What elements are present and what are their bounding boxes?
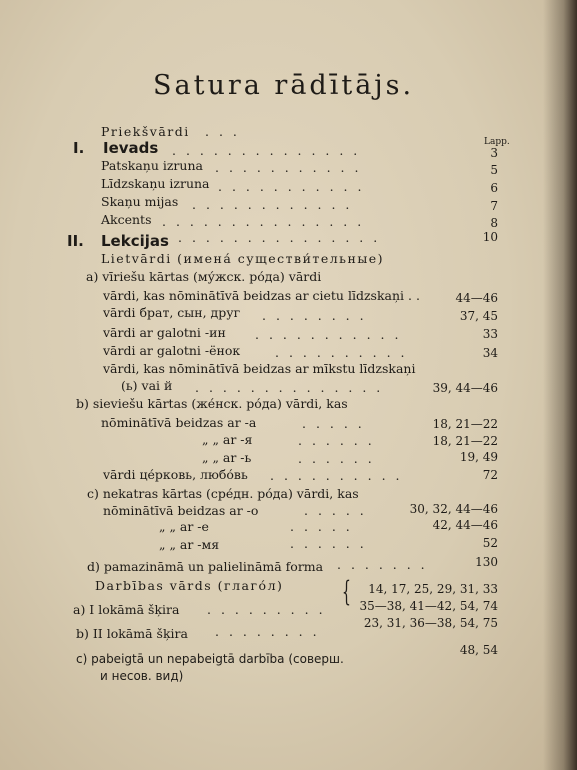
- toc-entry-text: Priekšvārdi: [101, 124, 190, 139]
- toc-entry-leader: . . . . . . . . . .: [275, 345, 408, 360]
- toc-entry-text: b) sieviešu kārtas (же́нск. ро́да) vārdi, kas: [76, 396, 348, 411]
- toc-entry-leader: . . . . . . . . . . . . . . .: [178, 230, 381, 245]
- toc-entry-text: vārdi ar galotni -ин: [103, 325, 226, 340]
- toc-entry-text: nōminātīvā beidzas ar -о: [103, 503, 259, 518]
- toc-entry-page: 33: [482, 327, 498, 341]
- toc-entry-leader: . . . . . .: [290, 536, 367, 551]
- toc-entry-leader: . . . . . . . .: [262, 308, 367, 323]
- toc-entry-text: vārdi, kas nōminātīvā beidzas ar cietu līdzskaņi . .: [103, 288, 420, 303]
- toc-entry-text: „ „ ar -ь: [202, 450, 252, 465]
- toc-entry-leader: . . . . . . . . . . .: [255, 327, 402, 342]
- toc-entry-page-continued: 35—38, 41—42, 54, 74: [359, 599, 498, 613]
- toc-entry-text: vārdi ar galotni -ёнок: [103, 343, 241, 358]
- toc-entry-text: Skaņu mijas: [101, 194, 179, 209]
- page-title: Satura rādītājs.: [153, 70, 415, 101]
- toc-entry-leader: . . . . . . . . .: [207, 602, 326, 617]
- toc-entry-leader: . . . . . . . . . . . . . .: [172, 143, 361, 158]
- toc-entry-page: 18, 21—22: [432, 434, 498, 448]
- toc-entry-leader: . . . . . . . . . . .: [215, 160, 362, 175]
- section-title: Ievads: [103, 139, 159, 157]
- toc-entry-page: 44—46: [455, 291, 498, 305]
- toc-entry-text: nōminātīvā beidzas ar -а: [101, 415, 257, 430]
- toc-entry-leader: . . .: [205, 124, 240, 139]
- toc-entry-text: b) II lokāmā šķira: [76, 626, 188, 641]
- toc-entry-leader: . . . . . .: [298, 433, 375, 448]
- toc-entry-leader: . . . . . . . . . . . .: [192, 197, 353, 212]
- toc-entry-page: 48, 54: [459, 643, 498, 657]
- toc-entry-text: c) pabeigtā un nepabeigtā darbība (соверш.: [76, 652, 344, 666]
- toc-entry-text: c) nekatras kārtas (сре́дн. ро́да) vārdi, kas: [87, 486, 359, 501]
- section-number: I.: [73, 139, 85, 157]
- toc-entry-page: 23, 31, 36—38, 54, 75: [363, 616, 498, 630]
- toc-entry-leader: . . . . . . .: [337, 557, 428, 572]
- curly-brace-icon: {: [342, 575, 351, 608]
- toc-entry-text: „ „ ar -мя: [159, 537, 220, 552]
- toc-entry-text: „ „ ar -е: [159, 519, 209, 534]
- section-number: II.: [67, 232, 84, 250]
- toc-entry-text: vārdi, kas nōminātīvā beidzas ar mīkstu līdzskaņi: [103, 361, 416, 376]
- toc-entry-page: 19, 49: [459, 450, 498, 464]
- toc-entry-page: 8: [490, 216, 498, 230]
- toc-entry-text: Patskaņu izruna: [101, 158, 203, 173]
- toc-entry-leader: . . . . .: [302, 416, 365, 431]
- toc-entry-leader: . . . . . . . . . . .: [218, 179, 365, 194]
- section-title: Lekcijas: [101, 232, 169, 250]
- toc-entry-text: Līdzskaņu izruna: [101, 176, 210, 191]
- toc-entry-text: (ь) vai й: [121, 378, 173, 393]
- toc-entry-text: a) vīriešu kārtas (му́жск. ро́да) vārdi: [86, 269, 322, 284]
- toc-entry-text: a) I lokāmā šķira: [73, 602, 180, 617]
- toc-entry-leader: . . . . . . . . . . . . . .: [195, 380, 384, 395]
- lapp-header: Lapp.: [484, 137, 510, 147]
- toc-entry-text: Akcents: [101, 212, 152, 227]
- toc-entry-text: „ „ ar -я: [202, 432, 253, 447]
- toc-entry-page: 42, 44—46: [432, 518, 498, 532]
- subsection-heading: Darbības vārds (глаго́л): [95, 578, 284, 593]
- toc-entry-page: 3: [490, 146, 498, 160]
- toc-entry-page: 18, 21—22: [432, 417, 498, 431]
- toc-entry-leader: . . . . . . . . . . . . . . .: [162, 214, 365, 229]
- toc-entry-leader: . . . . .: [290, 519, 353, 534]
- toc-entry-page: 34: [482, 346, 498, 360]
- toc-entry-leader: . . . . . . . . . .: [270, 468, 403, 483]
- toc-entry-text: и несов. вид): [100, 669, 184, 683]
- toc-entry-leader: . . . . . .: [298, 451, 375, 466]
- toc-entry-page: 37, 45: [459, 309, 498, 323]
- toc-entry-page: 5: [490, 163, 498, 177]
- toc-entry-page: 14, 17, 25, 29, 31, 33: [368, 582, 498, 596]
- subsection-heading: Lietvārdi (имена́ существи́тельные): [101, 251, 385, 266]
- toc-entry-text: vārdi це́рковь, любо́вь: [103, 467, 248, 482]
- toc-entry-text: d) pamazināmā un palielināmā forma: [87, 559, 324, 574]
- toc-entry-leader: . . . . .: [304, 503, 367, 518]
- toc-entry-page: 10: [482, 230, 498, 244]
- toc-entry-text: vārdi брат, сын, друг: [103, 305, 241, 320]
- toc-entry-page: 72: [482, 468, 498, 482]
- toc-entry-page: 6: [490, 181, 498, 195]
- toc-entry-page: 30, 32, 44—46: [409, 502, 498, 516]
- toc-entry-page: 130: [475, 555, 498, 569]
- toc-entry-page: 52: [482, 536, 498, 550]
- toc-entry-leader: . . . . . . . .: [215, 624, 320, 639]
- toc-entry-page: 7: [490, 199, 498, 213]
- toc-entry-page: 39, 44—46: [432, 381, 498, 395]
